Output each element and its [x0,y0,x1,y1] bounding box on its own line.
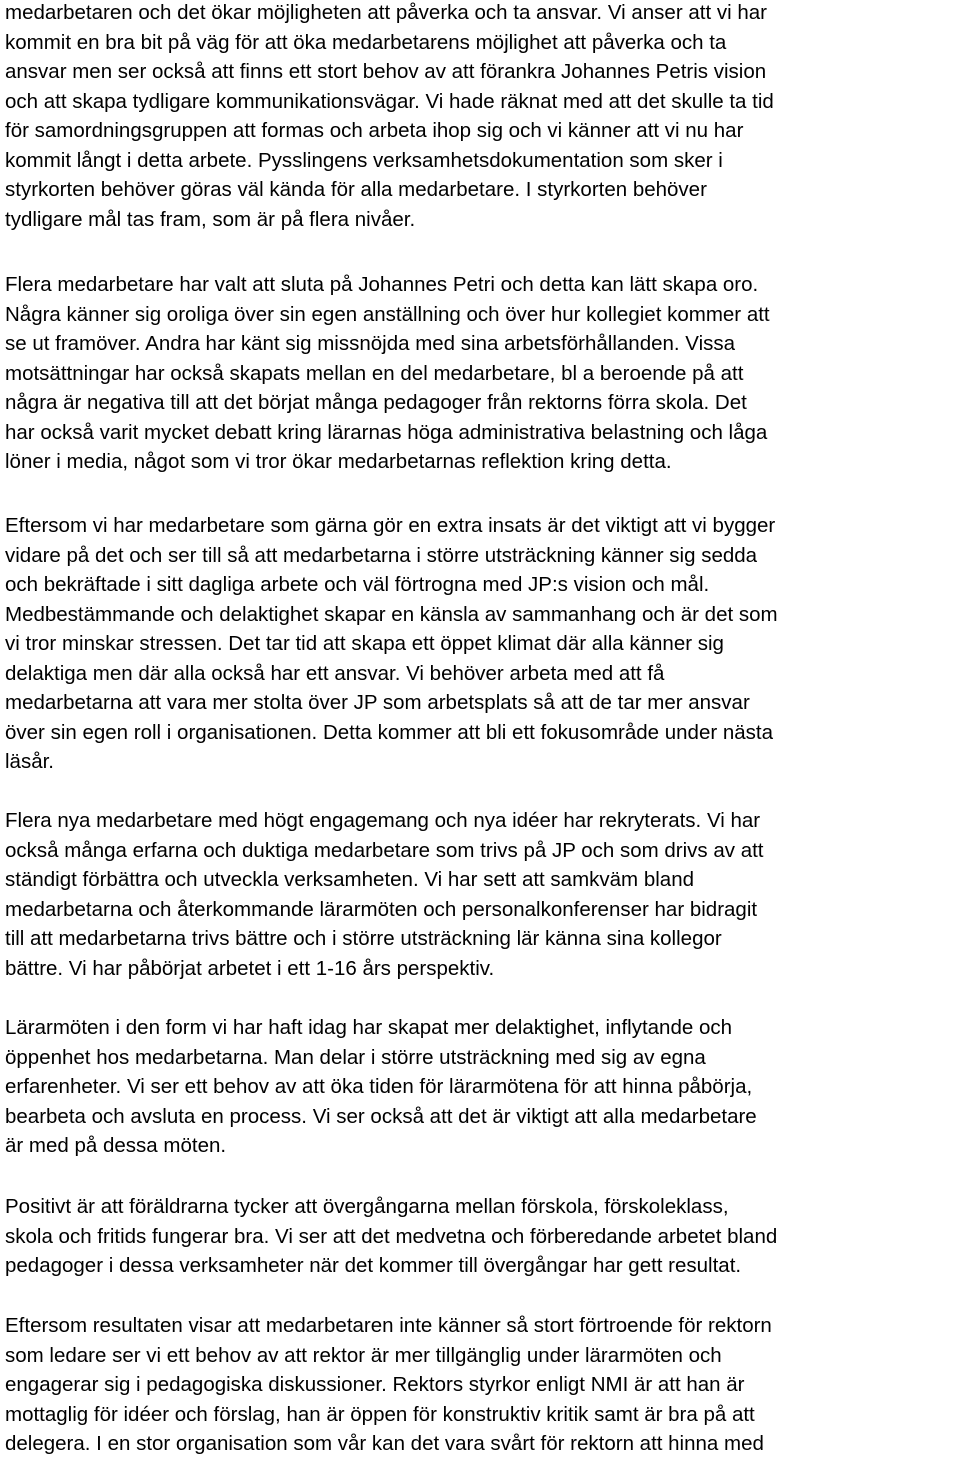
paragraph-5: Lärarmöten i den form vi har haft idag har skapat mer delaktighet, inflytande och öppenhet hos medarbetarna. Man delar i större utsträckning med sig av egna erfarenheter. Vi ser ett behov av att öka tiden för lärarmötena för att hinna påbörja, bearbeta och avsluta en process. Vi ser också att det är viktigt att alla medarbetare är med på dessa möten. [5,1016,757,1157]
paragraph-7: Eftersom resultaten visar att medarbetaren inte känner så stort förtroende för rektorn som ledare ser vi ett behov av att rektor är mer tillgänglig under lärarmöten och engagerar sig i pedagogiska diskussioner. Rektors styrkor enligt NMI är att han är mottaglig för idéer och förslag, han är öppen för konstruktiv kritik samt är bra på att delegera. I en stor organisation som vår kan det vara svårt för rektorn att hinna med [5,1314,772,1455]
paragraph-2: Flera medarbetare har valt att sluta på Johannes Petri och detta kan lätt skapa oro. Några känner sig oroliga över sin egen anställning och över hur kollegiet kommer att se ut framöver. Andra har känt sig missnöjda med sina arbetsförhållanden. Vissa motsättningar har också skapats mellan en del medarbetare, bl a beroende på att några är negativa till att det börjat många pedagoger från rektorns förra skola. Det har också varit mycket debatt kring lärarnas höga administrativa belastning och låga löner i media, något som vi tror ökar medarbetarnas reflektion kring detta. [5,273,770,473]
paragraph-3: Eftersom vi har medarbetare som gärna gör en extra insats är det viktigt att vi bygger vidare på det och ser till så att medarbetarna i större utsträckning känner sig sedda och bekräftade i sitt dagliga arbete och väl förtrogna med JP:s vision och mål. Medbestämmande och delaktighet skapar en känsla av sammanhang och är det som vi tror minskar stressen. Det tar tid att skapa ett öppet klimat där alla känner sig delaktiga men där alla också har ett ansvar. Vi behöver arbeta med att få medarbetarna att vara mer stolta över JP som arbetsplats så att de tar mer ansvar över sin egen roll i organisationen. Detta kommer att bli ett fokusområde under nästa läsår. [5,514,778,773]
paragraph-4: Flera nya medarbetare med högt engagemang och nya idéer har rekryterats. Vi har också många erfarna och duktiga medarbetare som trivs på JP och som drivs av att ständigt förbättra och utveckla verksamheten. Vi har sett att samkväm bland medarbetarna och återkommande lärarmöten och personalkonferenser har bidragit till att medarbetarna trivs bättre och i större utsträckning lär känna sina kollegor bättre. Vi har påbörjat arbetet i ett 1-16 års perspektiv. [5,809,764,980]
paragraph-6: Positivt är att föräldrarna tycker att övergångarna mellan förskola, förskoleklass, skola och fritids fungerar bra. Vi ser att det medvetna och förberedande arbetet bland pedagoger i dessa verksamheter när det kommer till övergångar har gett resultat. [5,1195,778,1277]
paragraph-1: medarbetaren och det ökar möjligheten att påverka och ta ansvar. Vi anser att vi har kommit en bra bit på väg för att öka medarbetarens möjlighet att påverka och ta ansvar men ser också att finns ett stort behov av att förankra Johannes Petris vision och att skapa tydligare kommunikationsvägar. Vi hade räknat med att det skulle ta tid för samordningsgruppen att formas och arbeta ihop sig och vi känner att vi nu har kommit långt i detta arbete. Pysslingens verksamhetsdokumentation som sker i styrkorten behöver göras väl kända för alla medarbetare. I styrkorten behöver tydligare mål tas fram, som är på flera nivåer. [5,1,774,231]
